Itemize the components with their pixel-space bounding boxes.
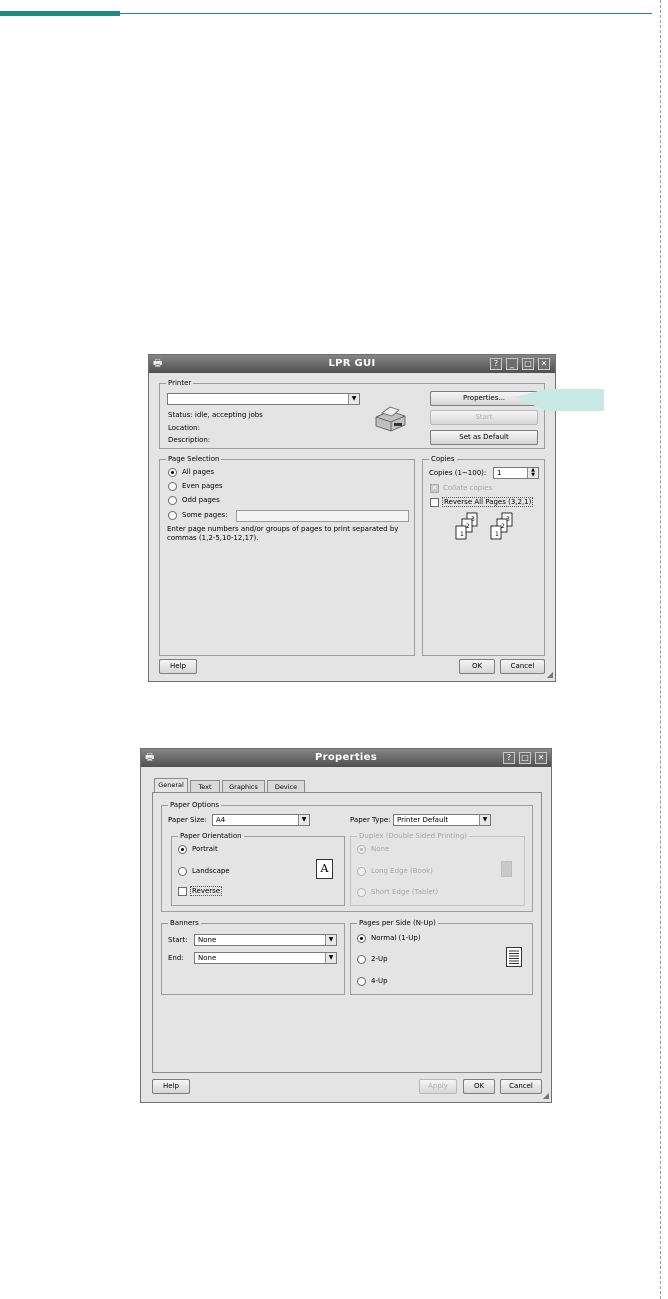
paper-size-value: A4 — [216, 816, 226, 824]
reverse-label: Reverse — [192, 887, 221, 895]
tab-general[interactable]: General — [154, 778, 188, 793]
all-pages-radio[interactable] — [168, 468, 177, 477]
collate-checkbox[interactable]: ✕ — [431, 484, 438, 492]
even-pages-radio[interactable] — [168, 482, 177, 491]
general-tab-panel — [152, 792, 542, 1073]
duplex-short-label: Short Edge (Tablet) — [371, 888, 439, 896]
printer-device-icon — [372, 403, 408, 433]
resize-grip-icon[interactable]: ◢ — [542, 1091, 549, 1100]
page-hint-line-1: Enter page numbers and/or groups of pages to print separated by — [167, 525, 399, 533]
help-icon[interactable]: ? — [490, 358, 502, 370]
printer-group — [159, 379, 545, 449]
cut-margin-line — [660, 0, 661, 1299]
duplex-none-label: None — [371, 845, 390, 853]
page-1-mark: 1 — [460, 531, 464, 538]
duplex-group — [350, 832, 525, 906]
page-1-mark: 1 — [495, 531, 499, 538]
all-pages-label: All pages — [182, 468, 215, 476]
paper-type-select[interactable] — [393, 814, 491, 826]
printer-app-icon: 🖶 — [153, 358, 163, 369]
copies-group-label: Copies — [431, 455, 455, 463]
copies-value: 1 — [497, 469, 502, 477]
page-3-mark: 3 — [471, 516, 475, 523]
properties-titlebar — [141, 749, 551, 767]
duplex-long-radio[interactable] — [357, 867, 366, 876]
duplex-preview-icon — [501, 861, 512, 877]
ok-button[interactable]: OK — [463, 1079, 495, 1094]
reverse-pages-checkbox[interactable] — [430, 498, 439, 507]
window-title: Properties — [315, 752, 377, 763]
page-2-mark: 2 — [466, 523, 470, 530]
banner-start-value: None — [198, 936, 217, 944]
properties-window — [140, 748, 552, 1103]
duplex-label: Duplex (Double Sided Printing) — [359, 832, 467, 840]
chevron-down-icon: ▼ — [479, 815, 490, 825]
callout-arrow — [516, 386, 604, 414]
printer-select[interactable] — [167, 393, 360, 405]
paper-options-group — [161, 801, 533, 912]
banner-start-select[interactable] — [194, 934, 337, 946]
banner-end-value: None — [198, 954, 217, 962]
odd-pages-radio[interactable] — [168, 496, 177, 505]
paper-size-label: Paper Size: — [168, 816, 207, 824]
properties-button[interactable]: Properties... — [430, 391, 538, 406]
orientation-preview-letter: A — [320, 862, 329, 875]
copies-group — [422, 455, 545, 656]
help-button[interactable]: Help — [159, 659, 197, 674]
paper-type-label: Paper Type: — [350, 816, 391, 824]
set-default-button[interactable]: Set as Default — [430, 430, 538, 445]
printer-group-label: Printer — [168, 379, 192, 387]
nup-2up-label: 2-Up — [371, 955, 388, 963]
even-pages-label: Even pages — [182, 482, 223, 490]
printer-app-icon: 🖶 — [145, 752, 155, 763]
duplex-short-radio[interactable] — [357, 888, 366, 897]
duplex-long-label: Long Edge (Book) — [371, 867, 433, 875]
nup-preview-icon — [506, 947, 522, 967]
cancel-button[interactable]: Cancel — [500, 1079, 542, 1094]
nup-4up-label: 4-Up — [371, 977, 388, 985]
ok-button[interactable]: OK — [459, 659, 495, 674]
chevron-down-icon: ▼ — [298, 815, 309, 825]
nup-normal-label: Normal (1-Up) — [371, 934, 421, 942]
page-selection-group — [159, 455, 415, 656]
banners-label: Banners — [170, 919, 199, 927]
tab-text[interactable]: Text — [190, 780, 220, 793]
collate-label: Collate copies — [443, 484, 493, 492]
banner-start-label: Start: — [168, 936, 188, 944]
chevron-down-icon: ▼ — [348, 394, 359, 404]
printer-location: Location: — [168, 424, 200, 432]
copies-count-label: Copies (1~100): — [429, 469, 487, 477]
paper-type-value: Printer Default — [397, 816, 449, 824]
chevron-down-icon: ▼ — [325, 953, 336, 963]
lpr-titlebar — [149, 355, 555, 373]
page-2-mark: 2 — [501, 523, 505, 530]
some-pages-radio[interactable] — [168, 511, 177, 520]
paper-orientation-group — [171, 832, 345, 906]
printer-status: Status: idle, accepting jobs — [168, 411, 263, 419]
banner-end-label: End: — [168, 954, 184, 962]
nup-2up-radio[interactable] — [357, 955, 366, 964]
some-pages-input[interactable] — [236, 510, 409, 522]
nup-4up-radio[interactable] — [357, 977, 366, 986]
reverse-checkbox[interactable] — [178, 887, 187, 896]
reverse-pages-label: Reverse All Pages (3,2,1) — [444, 498, 532, 506]
apply-button[interactable]: Apply — [419, 1079, 457, 1094]
banner-end-select[interactable] — [194, 952, 337, 964]
minimize-icon[interactable]: _ — [506, 358, 518, 370]
help-icon[interactable]: ? — [503, 752, 515, 764]
chevron-down-icon: ▼ — [325, 935, 336, 945]
close-icon[interactable]: ✕ — [535, 752, 547, 764]
spin-arrows-icon: ▲ ▼ — [527, 468, 538, 478]
page-selection-label: Page Selection — [168, 455, 220, 463]
window-title: LPR GUI — [328, 358, 376, 369]
lpr-gui-window — [148, 354, 556, 682]
some-pages-label: Some pages: — [182, 511, 228, 519]
landscape-radio[interactable] — [178, 867, 187, 876]
paper-size-select[interactable] — [212, 814, 310, 826]
odd-pages-label: Odd pages — [182, 496, 220, 504]
maximize-icon[interactable]: □ — [522, 358, 534, 370]
paper-options-label: Paper Options — [170, 801, 220, 809]
printer-description: Description: — [168, 436, 211, 444]
close-icon[interactable]: ✕ — [538, 358, 550, 370]
copies-spinbox[interactable] — [493, 467, 539, 479]
collate-preview-icon — [453, 511, 525, 545]
page-3-mark: 3 — [506, 516, 510, 523]
tab-device[interactable]: Device — [267, 780, 305, 793]
start-button[interactable]: Start — [430, 410, 538, 425]
nup-label: Pages per Side (N-Up) — [359, 919, 436, 927]
header-accent-bar — [0, 11, 120, 16]
nup-normal-radio[interactable] — [357, 934, 366, 943]
cancel-button[interactable]: Cancel — [500, 659, 545, 674]
banners-group — [161, 919, 345, 995]
page-hint-line-2: commas (1,2-5,10-12,17). — [167, 534, 259, 542]
paper-orientation-label: Paper Orientation — [180, 832, 242, 840]
landscape-label: Landscape — [192, 867, 230, 875]
header-rule — [120, 13, 652, 14]
duplex-none-radio[interactable] — [357, 845, 366, 854]
portrait-label: Portrait — [192, 845, 218, 853]
portrait-radio[interactable] — [178, 845, 187, 854]
resize-grip-icon[interactable]: ◢ — [546, 670, 553, 679]
tab-graphics[interactable]: Graphics — [222, 780, 265, 793]
orientation-preview-icon — [316, 859, 333, 879]
nup-group — [350, 919, 533, 995]
maximize-icon[interactable]: □ — [519, 752, 531, 764]
help-button[interactable]: Help — [152, 1079, 190, 1094]
